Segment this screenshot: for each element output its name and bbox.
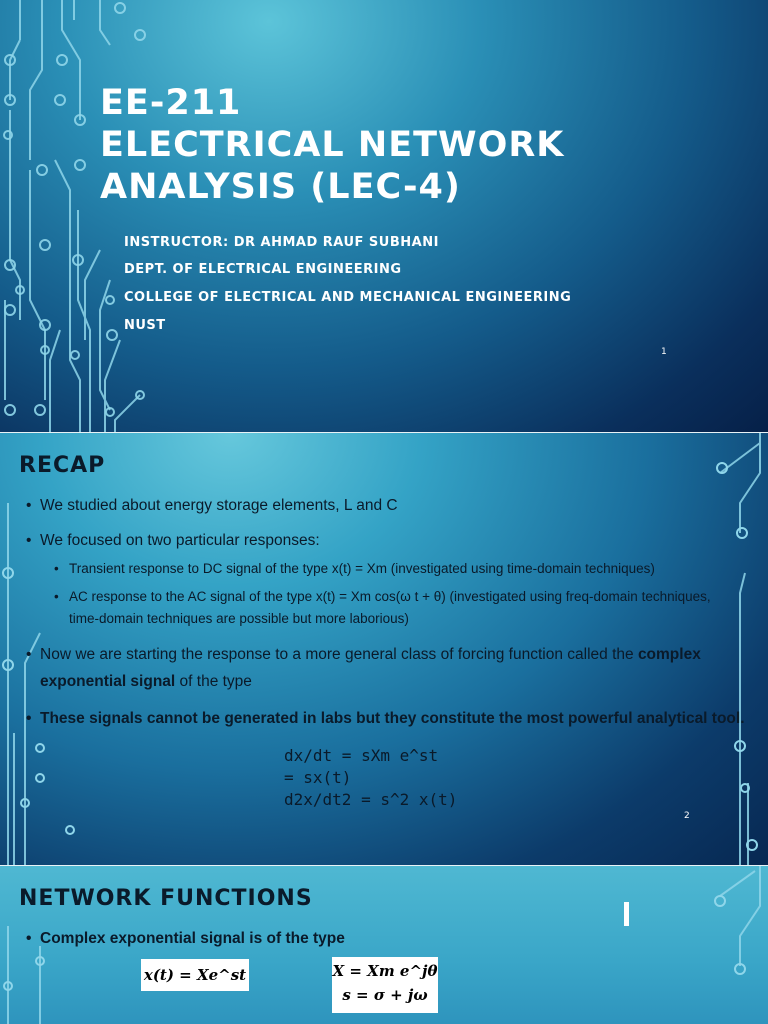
- bullet-text-part: Now we are starting the response to a more general class of forcing function called the: [40, 646, 638, 663]
- bullet-complex-exponential: [26, 641, 746, 695]
- bullet-text: • Transient response to DC signal of the type x(t) = Xm (investigated using time-domain techniques): [69, 561, 655, 576]
- slide-1: [0, 0, 768, 432]
- bullet-energy-storage: [26, 492, 746, 519]
- bullet-text: • Complex exponential signal is of the type: [40, 930, 345, 947]
- bullet-text: [26, 641, 746, 695]
- slide-title: RECAP: [19, 453, 106, 478]
- page-number: 2: [684, 811, 690, 821]
- title-line-1: EE-211: [100, 83, 242, 123]
- equation-line: = sx(t): [284, 768, 352, 787]
- bullet-text: • These signals cannot be generated in labs but they constitute the most powerful analytical tool.: [40, 710, 745, 727]
- department-line: DEPT. OF ELECTRICAL ENGINEERING: [124, 262, 402, 277]
- bullet-text-part: of the type: [175, 673, 252, 690]
- sub-bullet-ac: [54, 586, 724, 630]
- bullet-text: • AC response to the AC signal of the type x(t) = Xm cos(ω t + θ) (investigated using freq-domain techniques, time-domain techniques are possible but more laborious): [69, 589, 711, 626]
- slide-2: [0, 433, 768, 865]
- bullet-two-responses: [26, 527, 746, 554]
- college-line: COLLEGE OF ELECTRICAL AND MECHANICAL ENGINEERING: [124, 290, 572, 305]
- formula-signal: [141, 959, 249, 991]
- bullet-bold-term: complex exponential signal: [40, 646, 701, 690]
- title-line-2: ELECTRICAL NETWORK: [100, 125, 565, 165]
- bullet-signal-type: [26, 925, 746, 952]
- bullet-text: • We focused on two particular responses:: [40, 532, 320, 549]
- formula-phasor: [332, 957, 438, 1013]
- sub-bullet-transient: [54, 558, 724, 580]
- bullet-text: • We studied about energy storage elements, L and C: [40, 497, 398, 514]
- formula-text: s = σ + jω: [342, 986, 428, 1004]
- equation-line: dx/dt = sXm e^st: [284, 746, 439, 765]
- slide-title: NETWORK FUNCTIONS: [19, 886, 313, 911]
- slide-3: [0, 866, 768, 1024]
- equation-line: d2x/dt2 = s^2 x(t): [284, 790, 458, 809]
- university-line: NUST: [124, 318, 166, 333]
- formula-text: x(t) = Xe^st: [143, 966, 247, 984]
- slide-title: [100, 82, 564, 208]
- circuit-decoration: [0, 0, 768, 432]
- bullet-analytical-tool: [26, 705, 746, 732]
- page-number: 1: [661, 347, 667, 357]
- instructor-line: INSTRUCTOR: DR AHMAD RAUF SUBHANI: [124, 235, 439, 250]
- derivative-equations: [284, 745, 457, 811]
- title-line-3: ANALYSIS (LEC-4): [100, 167, 461, 207]
- text-cursor-icon: [624, 902, 629, 926]
- formula-text: X = Xm e^jθ: [332, 962, 438, 980]
